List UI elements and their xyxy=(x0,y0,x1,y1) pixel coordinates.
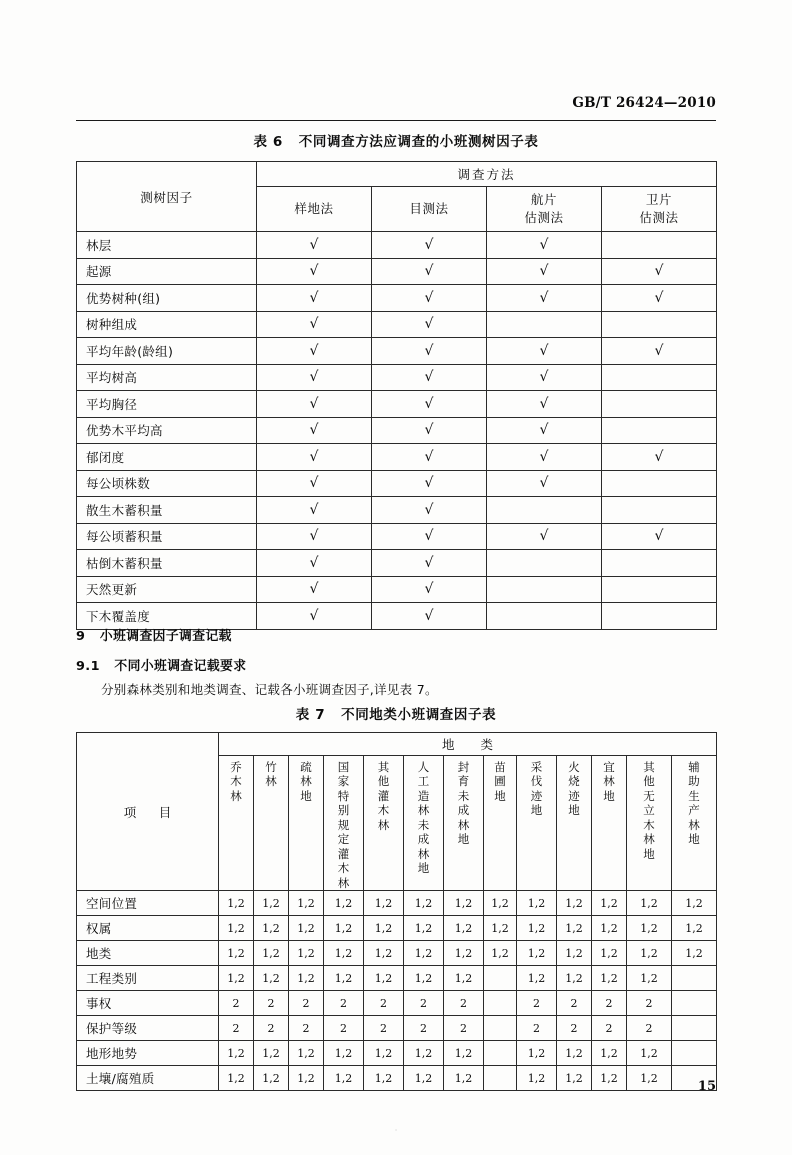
table-row xyxy=(77,497,717,524)
table7-value-cell: 1,2 xyxy=(289,1041,324,1066)
table7-value-cell: 1,2 xyxy=(627,1066,672,1091)
table6-group-header: 调查方法 xyxy=(257,162,717,187)
table7-value-cell: 1,2 xyxy=(289,1066,324,1091)
table7-value-cell: 1,2 xyxy=(484,891,517,916)
table7-empty-cell xyxy=(672,1016,717,1041)
table6-check-cell: √ xyxy=(257,523,372,550)
table6-empty-cell xyxy=(602,417,717,444)
table7-landtype-label: 疏林地 xyxy=(300,760,312,803)
table6-empty-cell xyxy=(487,311,602,338)
table6-empty-cell xyxy=(602,576,717,603)
table7-value-cell: 1,2 xyxy=(557,1041,592,1066)
table6-check-cell: √ xyxy=(372,470,487,497)
table7-landtype-label: 封育未成林地 xyxy=(457,760,470,847)
table6-empty-cell xyxy=(602,311,717,338)
table7-landtype-header xyxy=(592,756,627,891)
table7-value-cell: 1,2 xyxy=(672,941,717,966)
table7-value-cell: 1,2 xyxy=(324,941,364,966)
table6-check-cell: √ xyxy=(602,258,717,285)
table7-value-cell: 2 xyxy=(627,1016,672,1041)
table6-body xyxy=(77,232,717,630)
table6-check-cell: √ xyxy=(257,391,372,418)
table7-value-cell: 1,2 xyxy=(517,1066,557,1091)
table6-empty-cell xyxy=(602,550,717,577)
table7-col0-header: 项 目 xyxy=(77,733,219,891)
table6-check-cell: √ xyxy=(372,232,487,259)
table7-empty-cell xyxy=(484,1041,517,1066)
table7-landtype-label: 其他灌木林 xyxy=(377,760,390,832)
section-9-1-heading: 9.1 不同小班调查记载要求 xyxy=(76,659,247,674)
table7-value-cell: 2 xyxy=(364,1016,404,1041)
table7-value-cell: 1,2 xyxy=(517,1041,557,1066)
table-row xyxy=(77,916,717,941)
table7-value-cell: 1,2 xyxy=(404,891,444,916)
table7-value-cell: 1,2 xyxy=(324,1066,364,1091)
table6-check-cell: √ xyxy=(372,444,487,471)
table6-row-label: 郁闭度 xyxy=(77,444,257,471)
table7-empty-cell xyxy=(672,966,717,991)
table7-value-cell: 2 xyxy=(627,991,672,1016)
table6-empty-cell xyxy=(602,391,717,418)
table7-value-cell: 2 xyxy=(557,991,592,1016)
table7-row-label: 土壤/腐殖质 xyxy=(77,1066,219,1091)
table7-landtype-header xyxy=(289,756,324,891)
table7-value-cell: 1,2 xyxy=(404,916,444,941)
table6-check-cell: √ xyxy=(487,258,602,285)
table7-row-label: 事权 xyxy=(77,991,219,1016)
table6-row-label: 优势树种(组) xyxy=(77,285,257,312)
table7-value-cell: 1,2 xyxy=(592,891,627,916)
table7-landtype-header xyxy=(254,756,289,891)
table7-value-cell: 1,2 xyxy=(672,916,717,941)
table7-group-header: 地类 xyxy=(219,733,717,756)
table7-value-cell: 1,2 xyxy=(364,941,404,966)
table6-check-cell: √ xyxy=(257,258,372,285)
table7-landtype-header xyxy=(627,756,672,891)
table7-value-cell: 1,2 xyxy=(627,941,672,966)
table6-header-row-1 xyxy=(77,162,717,187)
table6-check-cell: √ xyxy=(602,523,717,550)
table6-check-cell: √ xyxy=(487,470,602,497)
table7-row-label: 权属 xyxy=(77,916,219,941)
table6-row-label: 天然更新 xyxy=(77,576,257,603)
table7 xyxy=(76,732,717,1091)
table-row xyxy=(77,1041,717,1066)
table7-value-cell: 1,2 xyxy=(219,916,254,941)
table6-method-header-0: 样地法 xyxy=(257,187,372,232)
table6-check-cell: √ xyxy=(487,444,602,471)
table7-landtype-label: 竹林 xyxy=(265,760,277,789)
table7-value-cell: 1,2 xyxy=(557,916,592,941)
table7-empty-cell xyxy=(672,991,717,1016)
table7-caption: 表 7 不同地类小班调查因子表 xyxy=(295,707,497,723)
table6-row-label: 每公顷株数 xyxy=(77,470,257,497)
table-row xyxy=(77,258,717,285)
table6-check-cell: √ xyxy=(372,417,487,444)
table7-value-cell: 1,2 xyxy=(404,1066,444,1091)
table6-col0-header: 测树因子 xyxy=(77,162,257,232)
table-row xyxy=(77,470,717,497)
table6-empty-cell xyxy=(487,603,602,630)
table6-empty-cell xyxy=(602,497,717,524)
table7-landtype-header xyxy=(404,756,444,891)
table7-value-cell: 1,2 xyxy=(517,941,557,966)
table7-value-cell: 1,2 xyxy=(404,941,444,966)
table7-value-cell: 1,2 xyxy=(254,941,289,966)
table6-check-cell: √ xyxy=(372,311,487,338)
table7-value-cell: 2 xyxy=(289,991,324,1016)
table6-empty-cell xyxy=(487,550,602,577)
table7-landtype-header xyxy=(517,756,557,891)
table6-check-cell: √ xyxy=(257,497,372,524)
table6-check-cell: √ xyxy=(602,285,717,312)
table7-value-cell: 1,2 xyxy=(517,891,557,916)
table6-check-cell: √ xyxy=(257,417,372,444)
table7-landtype-header xyxy=(219,756,254,891)
table-row xyxy=(77,550,717,577)
table7-landtype-header xyxy=(672,756,717,891)
table6-row-label: 林层 xyxy=(77,232,257,259)
table-row xyxy=(77,1066,717,1091)
table7-empty-cell xyxy=(484,1016,517,1041)
table6-check-cell: √ xyxy=(372,391,487,418)
table7-value-cell: 1,2 xyxy=(592,1041,627,1066)
table7-row-label: 地类 xyxy=(77,941,219,966)
table6-caption: 表 6 不同调查方法应调查的小班测树因子表 xyxy=(253,134,539,150)
table6-check-cell: √ xyxy=(372,285,487,312)
table6-check-cell: √ xyxy=(487,391,602,418)
page-number: 15 xyxy=(697,1079,716,1094)
table7-empty-cell xyxy=(484,991,517,1016)
table7-value-cell: 1,2 xyxy=(627,891,672,916)
table-row xyxy=(77,364,717,391)
table7-header-row-1 xyxy=(77,733,717,756)
table6-empty-cell xyxy=(487,576,602,603)
table7-value-cell: 1,2 xyxy=(557,941,592,966)
table7-value-cell: 2 xyxy=(444,1016,484,1041)
table7-value-cell: 1,2 xyxy=(364,1041,404,1066)
table7-value-cell: 2 xyxy=(517,1016,557,1041)
table6-check-cell: √ xyxy=(602,338,717,365)
table7-value-cell: 2 xyxy=(592,991,627,1016)
table6-check-cell: √ xyxy=(257,285,372,312)
table7-value-cell: 2 xyxy=(289,1016,324,1041)
table7-value-cell: 1,2 xyxy=(444,891,484,916)
table7-value-cell: 1,2 xyxy=(364,891,404,916)
table-row xyxy=(77,311,717,338)
table7-value-cell: 1,2 xyxy=(254,1066,289,1091)
table6-head xyxy=(77,162,717,232)
table6-method-header-1: 目测法 xyxy=(372,187,487,232)
table7-body xyxy=(77,891,717,1091)
section-9-1-paragraph: 分别森林类别和地类调查、记载各小班调查因子,详见表 7。 xyxy=(101,682,438,697)
table-row xyxy=(77,576,717,603)
table7-value-cell: 2 xyxy=(324,1016,364,1041)
table7-value-cell: 1,2 xyxy=(254,891,289,916)
table6-check-cell: √ xyxy=(257,444,372,471)
table7-landtype-label: 苗圃地 xyxy=(494,760,506,803)
table6-check-cell: √ xyxy=(257,550,372,577)
standard-number: GB/T 26424—2010 xyxy=(572,95,716,111)
table7-head xyxy=(77,733,717,891)
table7-value-cell: 1,2 xyxy=(627,916,672,941)
table6-check-cell: √ xyxy=(257,470,372,497)
table7-value-cell: 1,2 xyxy=(557,1066,592,1091)
table7-value-cell: 1,2 xyxy=(324,1041,364,1066)
table7-value-cell: 1,2 xyxy=(324,891,364,916)
table-row xyxy=(77,1016,717,1041)
table6-check-cell: √ xyxy=(372,550,487,577)
table6-row-label: 平均树高 xyxy=(77,364,257,391)
table-row xyxy=(77,523,717,550)
table7-value-cell: 1,2 xyxy=(254,1041,289,1066)
table6-row-label: 每公顷蓄积量 xyxy=(77,523,257,550)
table6-check-cell: √ xyxy=(372,364,487,391)
table7-value-cell: 2 xyxy=(517,991,557,1016)
table7-value-cell: 1,2 xyxy=(219,941,254,966)
table-row xyxy=(77,417,717,444)
table7-value-cell: 1,2 xyxy=(484,941,517,966)
table7-value-cell: 2 xyxy=(364,991,404,1016)
table6-empty-cell xyxy=(602,232,717,259)
table6-check-cell: √ xyxy=(487,232,602,259)
table7-value-cell: 2 xyxy=(254,991,289,1016)
table6-check-cell: √ xyxy=(372,603,487,630)
table-row xyxy=(77,338,717,365)
table6-check-cell: √ xyxy=(487,417,602,444)
table7-value-cell: 1,2 xyxy=(219,891,254,916)
table7-landtype-header xyxy=(444,756,484,891)
table-row xyxy=(77,444,717,471)
table6-row-label: 平均年龄(龄组) xyxy=(77,338,257,365)
table6 xyxy=(76,161,717,630)
table6-check-cell: √ xyxy=(257,338,372,365)
table6-check-cell: √ xyxy=(372,338,487,365)
table7-value-cell: 1,2 xyxy=(627,966,672,991)
table7-value-cell: 2 xyxy=(444,991,484,1016)
table-row xyxy=(77,991,717,1016)
table7-block xyxy=(76,703,716,1091)
table6-empty-cell xyxy=(602,470,717,497)
table6-row-label: 下木覆盖度 xyxy=(77,603,257,630)
table6-method-header-3: 卫片 估测法 xyxy=(602,187,717,232)
table7-value-cell: 1,2 xyxy=(444,916,484,941)
table7-landtype-label: 人工造林未成林地 xyxy=(417,760,430,876)
table7-value-cell: 1,2 xyxy=(289,891,324,916)
table7-value-cell: 1,2 xyxy=(592,966,627,991)
table-row xyxy=(77,941,717,966)
table6-row-label: 优势木平均高 xyxy=(77,417,257,444)
table7-value-cell: 1,2 xyxy=(557,891,592,916)
table6-check-cell: √ xyxy=(602,444,717,471)
table6-check-cell: √ xyxy=(487,523,602,550)
table7-value-cell: 1,2 xyxy=(364,1066,404,1091)
table6-check-cell: √ xyxy=(257,311,372,338)
table6-check-cell: √ xyxy=(372,576,487,603)
table6-check-cell: √ xyxy=(487,338,602,365)
table6-check-cell: √ xyxy=(257,364,372,391)
table7-row-label: 空间位置 xyxy=(77,891,219,916)
table7-landtype-header xyxy=(484,756,517,891)
table7-value-cell: 1,2 xyxy=(517,966,557,991)
table7-value-cell: 2 xyxy=(324,991,364,1016)
table7-value-cell: 1,2 xyxy=(444,1041,484,1066)
table7-landtype-header xyxy=(364,756,404,891)
table7-value-cell: 2 xyxy=(404,991,444,1016)
table7-value-cell: 2 xyxy=(592,1016,627,1041)
table6-row-label: 散生木蓄积量 xyxy=(77,497,257,524)
table6-row-label: 平均胸径 xyxy=(77,391,257,418)
table6-check-cell: √ xyxy=(257,603,372,630)
table7-value-cell: 2 xyxy=(404,1016,444,1041)
table7-value-cell: 1,2 xyxy=(444,966,484,991)
table7-value-cell: 2 xyxy=(254,1016,289,1041)
table7-value-cell: 1,2 xyxy=(364,966,404,991)
table7-empty-cell xyxy=(672,1041,717,1066)
table7-value-cell: 2 xyxy=(219,991,254,1016)
table7-value-cell: 1,2 xyxy=(254,966,289,991)
table7-value-cell: 1,2 xyxy=(627,1041,672,1066)
table7-empty-cell xyxy=(484,966,517,991)
table6-row-label: 起源 xyxy=(77,258,257,285)
table7-value-cell: 2 xyxy=(219,1016,254,1041)
table7-value-cell: 1,2 xyxy=(592,1066,627,1091)
table7-value-cell: 1,2 xyxy=(289,941,324,966)
table7-value-cell: 1,2 xyxy=(672,891,717,916)
table7-landtype-header xyxy=(557,756,592,891)
scan-artifact: · xyxy=(394,1126,398,1135)
table7-value-cell: 1,2 xyxy=(517,916,557,941)
table6-block xyxy=(76,130,716,630)
table7-value-cell: 1,2 xyxy=(557,966,592,991)
table7-value-cell: 2 xyxy=(557,1016,592,1041)
table6-check-cell: √ xyxy=(372,523,487,550)
section-9-heading: 9 小班调查因子调查记载 xyxy=(76,629,232,644)
table7-landtype-label: 国家特别规定灌木林 xyxy=(337,760,350,890)
document-header xyxy=(76,95,716,121)
table7-landtype-header xyxy=(324,756,364,891)
table-row xyxy=(77,391,717,418)
table-row xyxy=(77,232,717,259)
table7-value-cell: 1,2 xyxy=(324,916,364,941)
table6-row-label: 枯倒木蓄积量 xyxy=(77,550,257,577)
table6-empty-cell xyxy=(602,364,717,391)
table6-check-cell: √ xyxy=(257,576,372,603)
table7-value-cell: 1,2 xyxy=(219,1041,254,1066)
table6-check-cell: √ xyxy=(257,232,372,259)
table7-value-cell: 1,2 xyxy=(289,916,324,941)
table7-row-label: 保护等级 xyxy=(77,1016,219,1041)
table7-value-cell: 1,2 xyxy=(324,966,364,991)
table7-landtype-label: 其他无立木林地 xyxy=(643,760,655,861)
table-row xyxy=(77,891,717,916)
table6-check-cell: √ xyxy=(372,497,487,524)
header-rule xyxy=(76,120,716,121)
table7-landtype-label: 火烧迹地 xyxy=(568,760,580,818)
table7-landtype-label: 宜林地 xyxy=(603,760,615,803)
table7-value-cell: 1,2 xyxy=(289,966,324,991)
table7-landtype-label: 辅助生产林地 xyxy=(688,760,700,847)
table6-check-cell: √ xyxy=(487,285,602,312)
table6-row-label: 树种组成 xyxy=(77,311,257,338)
table7-value-cell: 1,2 xyxy=(592,941,627,966)
table7-empty-cell xyxy=(484,1066,517,1091)
table7-row-label: 工程类别 xyxy=(77,966,219,991)
table7-value-cell: 1,2 xyxy=(254,916,289,941)
table7-value-cell: 1,2 xyxy=(219,966,254,991)
table6-check-cell: √ xyxy=(487,364,602,391)
table7-value-cell: 1,2 xyxy=(404,1041,444,1066)
table7-value-cell: 1,2 xyxy=(484,916,517,941)
table-row xyxy=(77,966,717,991)
table-row xyxy=(77,285,717,312)
table7-value-cell: 1,2 xyxy=(592,916,627,941)
table7-landtype-label: 采伐迹地 xyxy=(530,760,543,818)
table7-value-cell: 1,2 xyxy=(404,966,444,991)
table6-check-cell: √ xyxy=(372,258,487,285)
table7-value-cell: 1,2 xyxy=(364,916,404,941)
table7-landtype-label: 乔木林 xyxy=(230,760,242,803)
table6-empty-cell xyxy=(602,603,717,630)
table7-row-label: 地形地势 xyxy=(77,1041,219,1066)
table6-method-header-2: 航片 估测法 xyxy=(487,187,602,232)
table7-value-cell: 1,2 xyxy=(219,1066,254,1091)
table7-value-cell: 1,2 xyxy=(444,1066,484,1091)
table6-empty-cell xyxy=(487,497,602,524)
table7-value-cell: 1,2 xyxy=(444,941,484,966)
